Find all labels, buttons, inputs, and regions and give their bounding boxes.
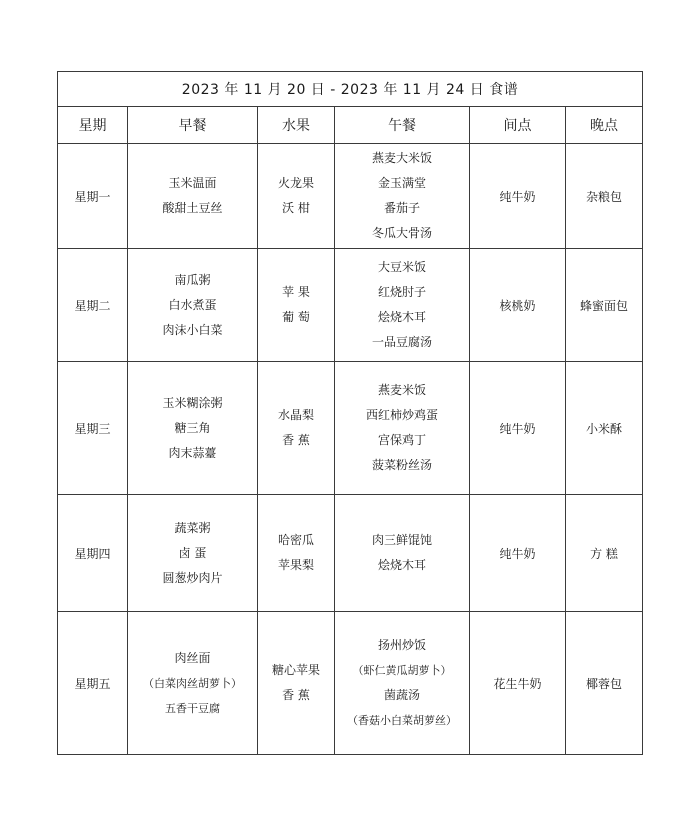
lunch-item: 菌蔬汤 [383, 688, 420, 702]
header-day: 星期 [58, 107, 128, 144]
fruit-item: 糖心苹果 [271, 663, 320, 677]
breakfast-cell [128, 249, 258, 362]
lunch-item: 冬瓜大骨汤 [371, 226, 432, 240]
breakfast-item: 糖三角 [174, 420, 211, 435]
lunch-item: 西红柿炒鸡蛋 [365, 408, 438, 422]
lunch-item: 烩烧木耳 [377, 310, 426, 324]
lunch-cell [335, 362, 470, 495]
day-label: 星期二 [58, 249, 128, 362]
evening-cell: 方 糕 [566, 495, 643, 612]
lunch-item: 一品豆腐汤 [371, 335, 432, 349]
snack-cell: 纯牛奶 [470, 362, 566, 495]
breakfast-item: 卤 蛋 [178, 545, 207, 560]
table-row [58, 144, 643, 249]
header-fruit: 水果 [258, 107, 335, 144]
lunch-item: 烩烧木耳 [377, 558, 426, 572]
breakfast-item: 肉沫小白菜 [162, 322, 223, 337]
breakfast-item: 酸甜土豆丝 [162, 201, 223, 215]
lunch-item: 扬州炒饭 [377, 638, 426, 652]
fruit-item: 哈密瓜 [277, 533, 314, 547]
header-lunch: 午餐 [335, 107, 470, 144]
breakfast-item: 五香干豆腐 [165, 701, 220, 715]
fruit-item: 水晶梨 [277, 408, 314, 422]
breakfast-item: 蔬菜粥 [174, 520, 211, 535]
lunch-item: 大豆米饭 [377, 260, 426, 274]
breakfast-cell [128, 495, 258, 612]
lunch-cell [335, 495, 470, 612]
breakfast-item: （白菜肉丝胡萝卜） [143, 676, 242, 690]
snack-cell: 花生牛奶 [470, 612, 566, 755]
lunch-item: 燕麦米饭 [377, 383, 426, 397]
lunch-item: 肉三鲜馄饨 [371, 533, 432, 547]
fruit-item: 沃 柑 [282, 201, 310, 215]
fruit-item: 香 蕉 [282, 688, 310, 702]
menu-table [57, 71, 643, 755]
snack-cell: 纯牛奶 [470, 144, 566, 249]
breakfast-item: 圆葱炒肉片 [162, 570, 223, 585]
fruit-item: 葡 萄 [282, 310, 310, 324]
evening-cell: 杂粮包 [566, 144, 643, 249]
lunch-item: 宫保鸡丁 [377, 433, 426, 447]
day-label: 星期五 [58, 612, 128, 755]
snack-cell: 核桃奶 [470, 249, 566, 362]
breakfast-item: 肉丝面 [174, 650, 211, 665]
fruit-cell [258, 495, 335, 612]
lunch-cell [335, 144, 470, 249]
lunch-item: 燕麦大米饭 [371, 151, 432, 165]
breakfast-item: 肉末蒜薹 [168, 445, 217, 460]
lunch-item: 金玉满堂 [377, 176, 426, 190]
table-row [58, 249, 643, 362]
evening-cell: 椰蓉包 [566, 612, 643, 755]
fruit-item: 香 蕉 [282, 433, 310, 447]
breakfast-item: 白水煮蛋 [168, 297, 217, 312]
fruit-cell [258, 249, 335, 362]
breakfast-cell [128, 362, 258, 495]
lunch-item: （虾仁黄瓜胡萝卜） [352, 664, 452, 677]
header-row [58, 107, 643, 144]
header-evening: 晚点 [566, 107, 643, 144]
evening-cell: 蜂蜜面包 [566, 249, 643, 362]
menu-title: 2023 年 11 月 20 日 - 2023 年 11 月 24 日 食谱 [58, 72, 643, 107]
lunch-cell [335, 612, 470, 755]
header-breakfast: 早餐 [128, 107, 258, 144]
lunch-item: （香菇小白菜胡萝丝） [347, 714, 457, 727]
day-label: 星期一 [58, 144, 128, 249]
lunch-item: 菠菜粉丝汤 [371, 458, 432, 472]
table-row [58, 495, 643, 612]
title-row [58, 72, 643, 107]
fruit-cell [258, 612, 335, 755]
lunch-cell [335, 249, 470, 362]
breakfast-item: 玉米糊涂粥 [162, 395, 223, 410]
fruit-item: 苹果梨 [277, 558, 314, 572]
table-row [58, 362, 643, 495]
fruit-item: 苹 果 [282, 285, 310, 299]
breakfast-cell [128, 612, 258, 755]
breakfast-cell [128, 144, 258, 249]
evening-cell: 小米酥 [566, 362, 643, 495]
header-snack: 间点 [470, 107, 566, 144]
breakfast-item: 南瓜粥 [174, 272, 211, 287]
fruit-cell [258, 362, 335, 495]
lunch-item: 番茄子 [383, 201, 420, 215]
day-label: 星期三 [58, 362, 128, 495]
fruit-cell [258, 144, 335, 249]
day-label: 星期四 [58, 495, 128, 612]
breakfast-item: 玉米温面 [168, 176, 217, 190]
lunch-item: 红烧肘子 [377, 285, 426, 299]
table-row [58, 612, 643, 755]
fruit-item: 火龙果 [277, 176, 314, 190]
snack-cell: 纯牛奶 [470, 495, 566, 612]
